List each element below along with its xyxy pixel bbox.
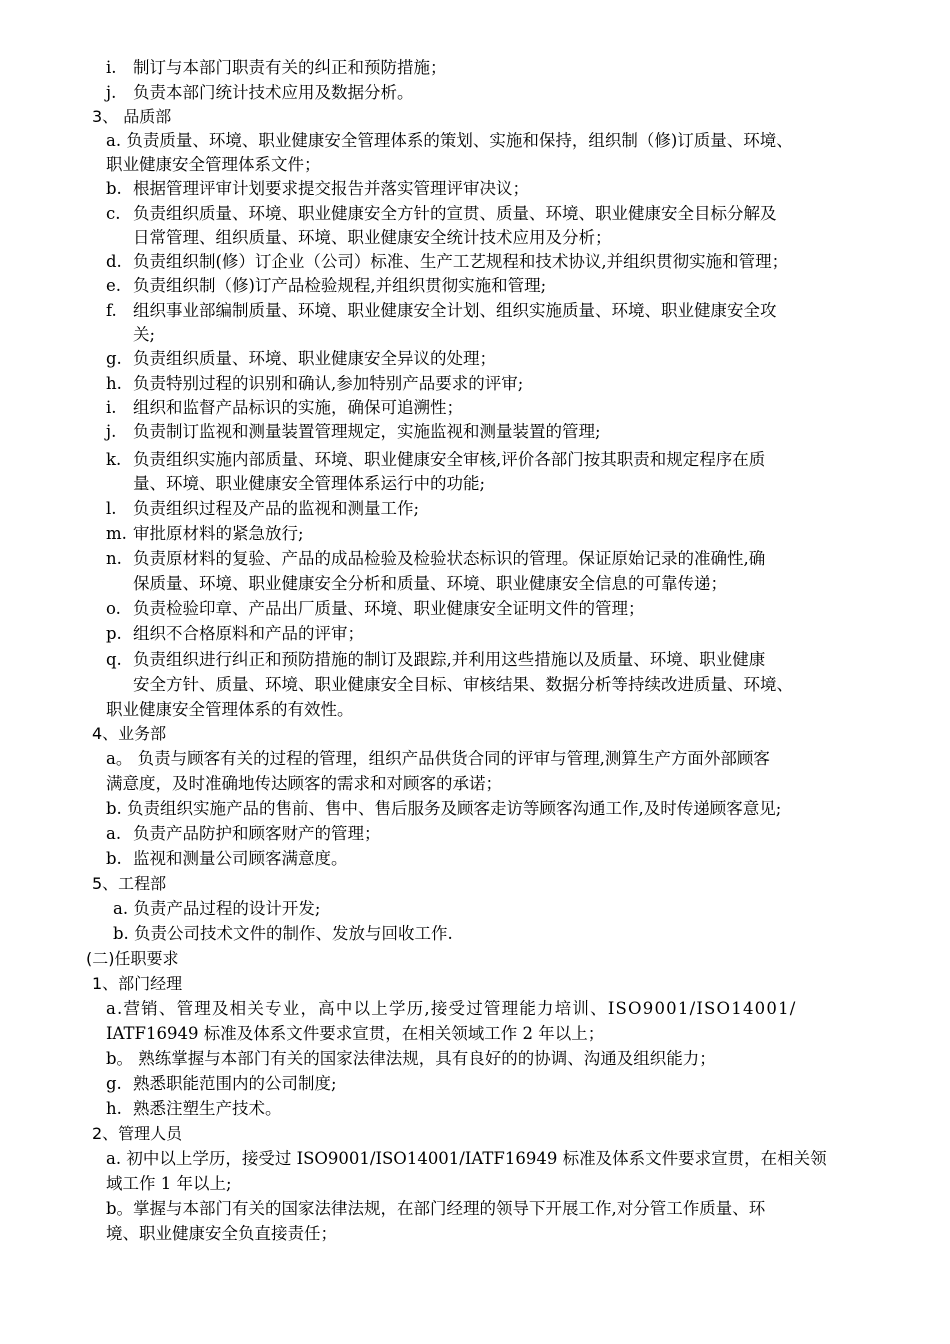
item-label: a. [106,824,122,843]
quality-item-n-line2: 保质量、环境、职业健康安全分析和质量、环境、职业健康安全信息的可靠传递； [133,574,727,593]
staff-item-b-line2: 境、职业健康安全负直接责任； [106,1224,337,1243]
item-text: 负责组织制（修)订产品检验规程,并组织贯彻实施和管理; [133,276,547,295]
section-heading-business: 4、业务部 [92,724,167,743]
item-text: 审批原材料的紧急放行; [133,524,304,543]
quality-item-q-line3: 职业健康安全管理体系的有效性。 [106,700,354,719]
quality-item-c-line2: 日常管理、组织质量、环境、职业健康安全统计技术应用及分析； [133,228,612,247]
item-text: 负责产品防护和顾客财产的管理； [133,824,381,843]
item-text: 负责特别过程的识别和确认,参加特别产品要求的评审; [133,374,524,393]
item-label: b. [106,179,122,198]
quality-item-k-line2: 量、环境、职业健康安全管理体系运行中的功能; [133,474,486,493]
item-label: c. [106,204,121,223]
manager-item-a-line2: IATF16949 标准及体系文件要求宣贯，在相关领域工作 2 年以上； [106,1024,605,1043]
item-text: 制订与本部门职责有关的纠正和预防措施； [133,58,447,77]
item-text: 熟悉注塑生产技术。 [133,1099,282,1118]
item-label: i. [106,398,117,417]
staff-item-a-line1: a. 初中以上学历，接受过 ISO9001/ISO14001/IATF16949 标准及体系文件要求宣贯，在相关领 [106,1149,827,1168]
manager-item-b: b。 熟练掌握与本部门有关的国家法律法规，具有良好的的协调、沟通及组织能力； [106,1049,716,1068]
item-label: p. [106,624,122,643]
item-text: 负责组织质量、环境、职业健康安全异议的处理； [133,349,496,368]
item-text: 负责组织制(修）订企业（公司）标准、生产工艺规程和技术协议,并组织贯彻实施和管理； [133,252,789,271]
section-heading-engineering: 5、工程部 [92,874,167,893]
quality-item-a-line2: 职业健康安全管理体系文件； [106,155,321,174]
subsection-heading-staff: 2、管理人员 [92,1124,183,1143]
item-label: k. [106,450,122,469]
item-text: 负责本部门统计技术应用及数据分析。 [133,83,414,102]
item-label: n. [106,549,122,568]
item-label: j. [106,422,117,441]
item-label: e. [106,276,122,295]
item-text: 负责制订监视和测量装置管理规定，实施监视和测量装置的管理; [133,422,601,441]
item-text: 负责组织过程及产品的监视和测量工作; [133,499,420,518]
item-label: f. [106,301,117,320]
item-text: 根据管理评审计划要求提交报告并落实管理评审决议； [133,179,529,198]
staff-item-a-line2: 域工作 1 年以上; [106,1174,232,1193]
item-text: 组织和监督产品标识的实施，确保可追溯性； [133,398,463,417]
staff-item-b-line1: b。掌握与本部门有关的国家法律法规，在部门经理的领导下开展工作,对分管工作质量、环 [106,1199,766,1218]
item-text-line1: 负责组织质量、环境、职业健康安全方针的宣贯、质量、环境、职业健康安全目标分解及 [133,204,777,223]
manager-item-a-line1: a.营销、管理及相关专业，高中以上学历,接受过管理能力培训、ISO9001/ISO14001/ [106,999,797,1018]
item-label: q. [106,650,122,669]
quality-item-f-line2: 关; [133,325,156,344]
item-label: l. [106,499,117,518]
item-label: i. [106,58,117,77]
item-text: 监视和测量公司顾客满意度。 [133,849,348,868]
item-label: b. [106,849,122,868]
quality-item-q-line2: 安全方针、质量、环境、职业健康安全目标、审核结果、数据分析等持续改进质量、环境、 [133,675,793,694]
business-item-a1-line2: 满意度，及时准确地传达顾客的需求和对顾客的承诺； [106,774,502,793]
item-label: g. [106,349,122,368]
item-label: o. [106,599,121,618]
item-label: m. [106,524,127,543]
item-text-line1: 负责组织进行纠正和预防措施的制订及跟踪,并利用这些措施以及质量、环境、职业健康 [133,650,766,669]
business-item-a1-line1: a。 负责与顾客有关的过程的管理，组织产品供货合同的评审与管理,测算生产方面外部顾客 [106,749,770,768]
quality-item-a-line1: a. 负责质量、环境、职业健康安全管理体系的策划、实施和保持，组织制（修)订质量、环境、 [106,131,793,150]
subsection-heading-manager: 1、部门经理 [92,974,183,993]
section-heading-requirements: (二)任职要求 [86,949,179,968]
item-text: 熟悉职能范围内的公司制度; [133,1074,337,1093]
business-item-b1: b. 负责组织实施产品的售前、售中、售后服务及顾客走访等顾客沟通工作,及时传递顾客意见; [106,799,782,818]
item-label: h. [106,1099,122,1118]
item-label: h. [106,374,122,393]
item-label: d. [106,252,122,271]
item-text-line1: 负责组织实施内部质量、环境、职业健康安全审核,评价各部门按其职责和规定程序在质 [133,450,766,469]
section-heading-quality: 3、 品质部 [92,107,172,126]
item-text: 组织不合格原料和产品的评审； [133,624,364,643]
item-label: g. [106,1074,122,1093]
engineering-item-b: b. 负责公司技术文件的制作、发放与回收工作. [113,924,453,943]
item-label: j. [106,83,117,102]
item-text: 负责检验印章、产品出厂质量、环境、职业健康安全证明文件的管理； [133,599,645,618]
item-text-line1: 负责原材料的复验、产品的成品检验及检验状态标识的管理。保证原始记录的准确性,确 [133,549,766,568]
engineering-item-a: a. 负责产品过程的设计开发; [113,899,321,918]
item-text-line1: 组织事业部编制质量、环境、职业健康安全计划、组织实施质量、环境、职业健康安全攻 [133,301,777,320]
